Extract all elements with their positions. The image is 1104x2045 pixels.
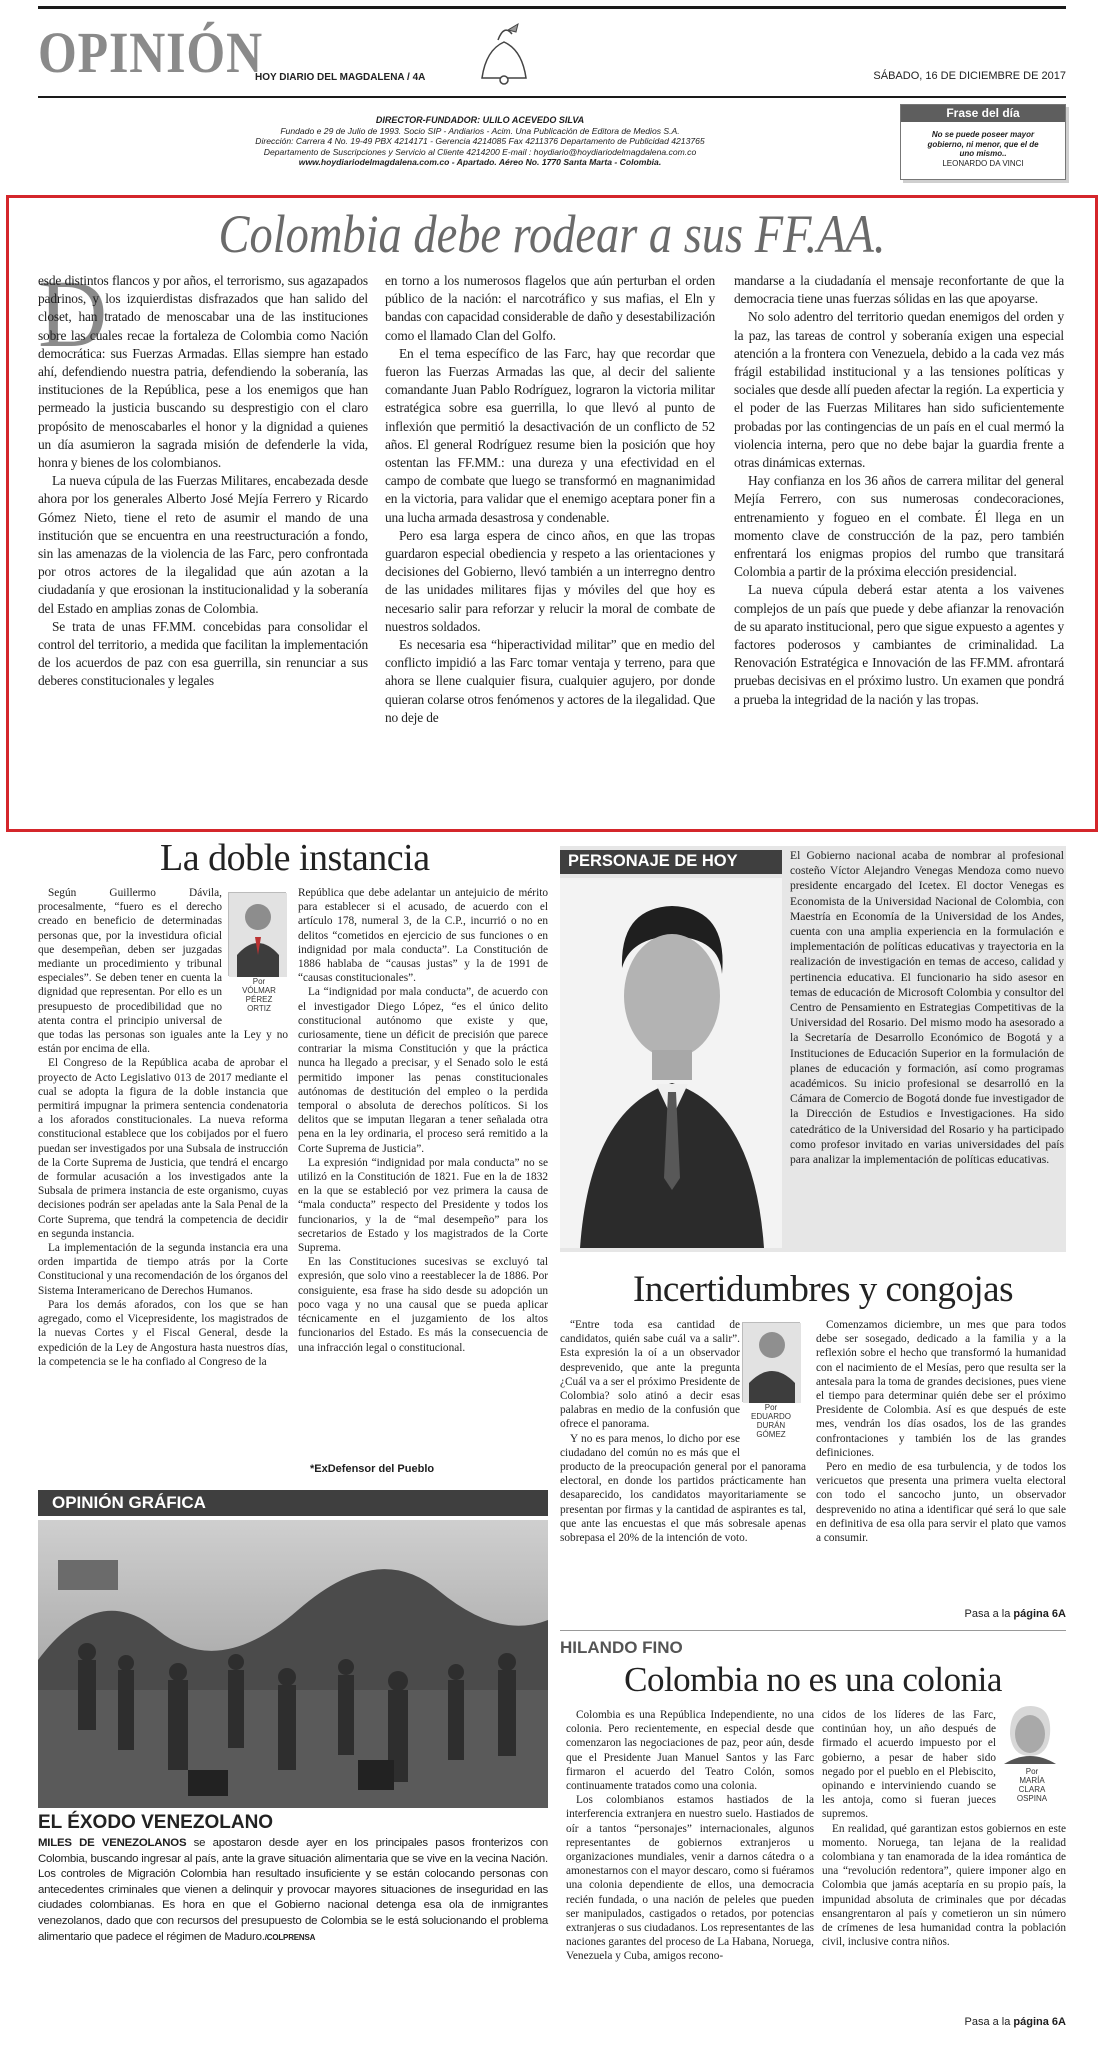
personaje-label: PERSONAJE DE HOY: [560, 850, 782, 874]
masthead-info: Fundado e 29 de Julio de 1993. Socio SIP - Andiarios - Acim. Una Publicación de Editora de Medios S.A. Dirección: Carrera 4 No. 19-49 PBX 4214171 - Gerencia 4214085 Fax 4211376 Departamento de Publicidad 4213765 Departamento de Suscripciones y Servicio al Cliente 4214200 E-mail : hoydiario@hoydiariodelmagdalena.com.co www.hoydiariodelmagdalena.com.co - Apartado. Aéreo No. 1770 Santa Marta - Colombia.: [255, 126, 705, 168]
incert-col-2: Comenzamos diciembre, un mes que para todos debe ser sosegado, dedicado a la familia y a la reflexión sobre el hecho que transformó la humanidad con el nacimiento de el Mesías, pero que resulta ser la antesala para la toma de grandes decisiones, pues viene el tiempo para determinar quién debe ser el próximo Presidente de Colombia. Así es que después de este mes, vendrán los días osados, los de las grandes confrontaciones y también los de las grandes definiciones. Pero en medio de esa turbulencia, y de todos los vericuetos que presenta una primera vuelta electoral con todo el sancocho junto, un observador desprevenido no atina a identificar qué será lo que sale en definitiva de esa olla para servir el plato que vamos a consumir.: [816, 1319, 1066, 1545]
frase-author: LEONARDO DA VINCI: [942, 158, 1024, 168]
frase-box: [900, 104, 1066, 180]
hilando-byline: Por MARÍA CLARA OSPINA: [1016, 1767, 1048, 1803]
grafica-headline: EL ÉXODO VENEZOLANO: [38, 1812, 274, 1833]
hilando-label: HILANDO FINO: [560, 1638, 683, 1657]
editorial-title: Colombia debe rodear a sus FF.AA.: [218, 204, 886, 264]
exodo-photo: [38, 1520, 548, 1808]
incert-jump[interactable]: Pasa a la página 6A: [964, 1608, 1066, 1620]
bell-icon: [468, 20, 540, 90]
editorial-col-3: mandarse a la ciudadanía el mensaje reconfortante de que la democracia tiene unas fuerzas sólidas en las que apoyarse. No solo adentro del territorio quedan enemigos del orden y la paz, las tareas de control y soberanía exigen una especial atención a la frontera con Venezuela, debido a la cada vez más frágil estabilidad institucional y a las tensiones políticas y sociales que desde allí pueden afectar la región. La experticia y el poder de las Fuerzas Militares han sido suficientemente probadas por las contingencias de un país en el cual mermó la violencia interna, pero que no debe bajar la guardia frente a otras dinámicas externas. Hay confianza en los 36 años de carrera militar del general Mejía Ferrero, con sus numerosas condecoraciones, entrenamiento y fogueo en el combate. Él llega en un momento clave de construcción de la paz, pero también enfrentará los enigmas propios del rumbo que transitará Colombia a partir de la próxima elección presidencial. La nueva cúpula deberá estar atenta a los vaivenes complejos de un país que puede y debe afianzar la renovación de su aparato institucional, pero que sigue expuesto a agentes y factores poderosos y cambiantes de criminalidad. La Renovación Estratégica e Innovación de las FF.MM. afrontará pruebas decisivas en el próximo lustro. Un examen que pondrá a prueba la integridad de la nación y las tropas.: [734, 273, 1064, 707]
hilando-col-2: cidos de los líderes de las Farc, continúan hoy, un año después de firmado el acuerdo impuesto por el gobierno, a pesar de haber sido negado por el pueblo en el Plebiscito, opinando e interviniendo cuando se les antoja, como si fueran jueces supremos. En realidad, qué garantizan estos gobiernos en este momento. Noruega, tan lejana de la realidad colombiana y tan enamorada de la idea romántica de una “revolución redentora”, quiere imponer algo en Colombia que jamás aceptaría en su propio país, la impunidad absoluta de criminales que por décadas ensangrentaron al país y cometieron un sin número de crímenes de lesa humanidad contra la población civil, inclusive contra niños.: [822, 1709, 1066, 1949]
personaje-text: El Gobierno nacional acaba de nombrar al profesional costeño Víctor Alejandro Venegas Mendoza como nuevo presidente encargado del Icetex. El doctor Venegas es Economista de la Universidad Nacional de Colombia, con Maestría en Economía de la Universidad de los Andes, cuenta con una amplia experiencia en la formulación e implementación de políticas educativas y trayectoria en la realización de investigación en temas de acceso, calidad y pertinencia educativa. El funcionario ha sido asesor en temas de educación de Microsoft Colombia y consultor del Centro de Pensamiento en Estrategias Competitivas de la Universidad del Rosario. Del mismo modo ha asesorado a la Secretaría de Desarrollo Económico de Bogotá y a Instituciones de Educación Superior en la formulación de planes de educación y formación, así como programas académicos. Su inicio profesional se desarrolló en la Cámara de Comercio de Bogotá donde fue investigador de la Dirección de Estudios e Investigaciones. Ha sido catedrático de la Universidad del Rosario y ha participado como profesor invitado en varias universidades del país para analizar la implementación de políticas educativas.: [790, 849, 1064, 1167]
incert-title: Incertidumbres y congojas: [633, 1269, 1013, 1310]
director-line: DIRECTOR-FUNDADOR: ULILO ACEVEDO SILVA: [375, 115, 585, 125]
doble-col-2: República que debe adelantar un antejuicio de mérito para establecer si el acusado, de acuerdo con el artículo 178, numeral 3, de la C.P., incurrió o no en delitos “cometidos en ejercicio de sus funciones o en indignidad por mala conducta”. La Constitución de 1886 hablaba de “causas justas” y la de 1991 de “causas constitucionales”. La “indignidad por mala conducta”, de acuerdo con el investigador Diego López, “es el único delito constitucional autónomo que existe y que, curiosamente, tiene un déficit de precisión que parece contrariar la misma Constitución y que la práctica nunca ha llegado a precisar, y el Senado solo le está permitido imponer las penas constitucionales autónomas de destitución del empleo o la perdida temporal o absoluta de derechos políticos. Si los delitos que se imputan llegaran a tener señalada otra pena en la ley ordinaria, el proceso será remitido a la Corte Suprema de Justicia”. La expresión “indignidad por mala conducta” no se utilizó en la Constitución de 1821. Fue en la de 1832 en la que se estableció por vez primera la causa de “mala conducta” respecto del Presidente y todos los funcionarios, y la de “mal desempeño” para los secretarios de Estado y los magistrados de la Corte Suprema. En las Constituciones sucesivas se excluyó tal expresión, que solo vino a reestablecer la de 1886. Por consiguiente, esa frase ha sido desde su adopción un poco vaga y no una causal que se pueda aplicar técnicamente en el juzgamiento de los altos funcionarios del Estado. Es más la consecuencia de una infracción legal o constitucional.: [298, 887, 548, 1354]
hilando-title: Colombia no es una colonia: [624, 1660, 1002, 1699]
masthead-date: SÁBADO, 16 DE DICIEMBRE DE 2017: [873, 70, 1066, 82]
personaje-photo: [560, 878, 782, 1248]
incert-col-1: “Entre toda esa cantidad de candidatos, quién sabe cuál va a salir”. Esta expresión la oí a un observador desprevenido, que ante la pregunta ¿Cuál va a ser el próximo Presidente de Colombia? solo atinó a decir esas palabras en medio de la confusión que ofrece el panorama. Y no es para menos, lo dicho por ese ciudadano del común no es más que el producto de la preocupación general por el panorama electoral, en donde los partidos prácticamente han desaparecido, los candidatos mayoritariamente se presentan por firmas y la cantidad de aspirantes es tal, que ante las encuestas el que más sobresale apenas sobrepasa el 20% de la intención de voto.: [560, 1319, 806, 1545]
masthead-subline: HOY DIARIO DEL MAGDALENA / 4A: [255, 72, 426, 83]
frase-text: No se puede poseer mayor gobierno, ni menor, que el de uno mismo..: [927, 130, 1039, 158]
section-title: OPINIÓN: [38, 20, 263, 85]
doble-footnote: *ExDefensor del Pueblo: [310, 1463, 435, 1475]
editorial-col-2: en torno a los numerosos flagelos que aún perturban el orden público de la nación: el narcotráfico y sus mafias, el Eln y bandas con capacidad considerable de daño y desestabilización como el llamado Clan del Golfo. En el tema específico de las Farc, hay que recordar que fueron las Fuerzas Armadas las que, al decir del saliente comandante Juan Pablo Rodríguez, lograron la victoria militar estratégica sobre esa guerrilla, lo que llevó al punto de inflexión que permitió la desactivación de un conflicto de 52 años. El general Rodríguez resume bien la posición que hoy ostentan las FF.MM.: una dureza y una efectividad en el campo de combate que luego se transformó en magnanimidad en la victoria, para validar que el enemigo aceptara poner fin a una lucha armada desastrosa y condenable. Pero esa larga espera de cinco años, en que las tropas guardaron especial obediencia y respeto a las orientaciones y decisiones del Gobierno, llevó también a un interregno dentro de las unidades militares fijas y móviles del que hoy es necesario salir para reforzar y relucir la moral de combate de nuestros soldados. Es necesaria esa “hiperactividad militar” que en medio del conflicto impidió a las Farc tomar ventaja y terreno, para que ahora se llene cualquier fisura, cualquier agujero, por donde quieran colarse otros fenómenos y actores de la ilegalidad. Que no deje de: [385, 273, 715, 725]
doble-byline: Por VÓLMAR PÉREZ ORTIZ: [242, 977, 276, 1013]
dropcap: D: [38, 260, 108, 367]
hilando-col-1: Colombia es una República Independiente, no una colonia. Pero recientemente, en especial desde que comenzaron las negociaciones de paz, peor aún, desde que el Presidente Juan Manuel Santos y las Farc firmaron el acuerdo del Teatro Colón, somos continuamente tratados como una colonia. Los colombianos estamos hastiados de la interferencia extranjera en nuestro suelo. Hastiados de oír a tantos “personajes” internacionales, algunos representantes de gobiernos extranjeros u organizaciones mundiales, venir a darnos cátedra o a amonestarnos con el mayor descaro, como si fuéramos una colonia dependiente de ellos, una democracia recién fundada, o una nación de peleles que pueden ser manipulados, castigados o retados, por potencias extranjeras o sus ciudadanos. Los representantes de las naciones garantes del proceso de La Habana, Noruega, Venezuela y Cuba, amigos recono-: [566, 1709, 814, 1963]
grafica-label: OPINIÓN GRÁFICA: [38, 1490, 548, 1516]
doble-title: La doble instancia: [160, 837, 430, 879]
hilando-jump[interactable]: Pasa a la página 6A: [964, 2016, 1066, 2028]
doble-col-1: Según Guillermo Dávila, procesalmente, “fuero es el derecho creado en beneficio de determinadas personas que, por la investidura oficial que desempeñan, deben ser juzgadas mediante un procedimiento y tribunal especiales”. Se deben tener en cuenta la dignidad que representan. Por ello es un presupuesto de procedibilidad que no atenta contra el principio universal de que todas las personas son iguales ante la Ley y no están por encima de ella. El Congreso de la República acaba de aprobar el proyecto de Acto Legislativo 013 de 2017 mediante el cual se adopta la figura de la doble instancia que permitirá impugnar la primera sentencia condenatoria a los aforados constitucionales. La nueva reforma constitucional establece que los cobijados por el fuero puedan ser investigados por una Subsala de instrucción de la Corte Suprema de Justicia, que tendrá el encargo de formular acusación a los investigados ante la Subsala de primera instancia de este organismo, cuyas decisiones podrán ser apeladas ante la Sala Penal de la Corte Suprema, que tendrá la competencia de decidir en segunda instancia. La implementación de la segunda instancia era una orden impartida de tiempo atrás por la Corte Constitucional y una recomendación de los órganos del Sistema Interamericano de Derechos Humanos. Para los demás aforados, con los que se han agregado, como el Vicepresidente, los magistrados de la nuevas Cortes y el Fiscal General, desde la expedición de la Ley de Angostura hasta nuestros días, la competencia se le ha confiado al Congreso de la: [38, 887, 288, 1368]
grafica-caption: MILES DE VENEZOLANOS se apostaron desde ayer en los principales pasos fronterizos con Colombia, buscando ingresar al país, ante la grave situación alimentaria que se vive en la vecina Nación. Los controles de Migración Colombia han resultado insuficiente y se están colocando personas con antecedentes criminales que vienen a delinquir y provocar mayores situaciones de inseguridad en las ciudades colombianas. Es hora en que el Gobierno nacional detenga esa ola de inmigrantes venezolanos, dado que con recursos del presupuesto de Colombia se le está solucionando el problema alimentario que padece el régimen de Maduro./COLPRENSA: [38, 1837, 548, 1943]
frase-title: Frase del día: [901, 105, 1065, 122]
incert-byline: Por EDUARDO DURÁN GÓMEZ: [750, 1403, 791, 1439]
editorial-col-1: esde distintos flancos y por años, el terrorismo, sus agazapados padrinos, y los izquierdistas disfrazados que han salido del closet, han tratado de menoscabar una de las instituciones sobre las cuales recae la fortaleza de Colombia como Nación democrática: sus Fuerzas Armadas. Ellas siempre han estado ahí, defendiendo nuestra patria, defendiendo la soberanía, las instituciones de la República, pese a los enemigos que han permeado la justicia buscando su desprestigio con el claro propósito de menoscabarles el honor y la dignidad a quienes un día asumieron la sagrada misión de defenderle la vida, honra y bienes de los colombianos. La nueva cúpula de las Fuerzas Militares, encabezada desde ahora por los generales Alberto José Mejía Ferrero y Ricardo Gómez Nieto, tiene el reto de asumir el mando de una institución que se encuentra en una reestructuración a fondo, sin las amenazas de la violencia de las Farc, pero confrontada por otros actores de la ilegalidad que aún azotan a la ciudadanía y que erosionan la institucionalidad y la soberanía del Estado en amplias zonas de Colombia. Se trata de unas FF.MM. concebidas para consolidar el control del territorio, a medida que facilitan la implementación de los acuerdos de paz con esa guerrilla, sin renunciar a sus deberes constitucionales y legales: [38, 273, 368, 689]
